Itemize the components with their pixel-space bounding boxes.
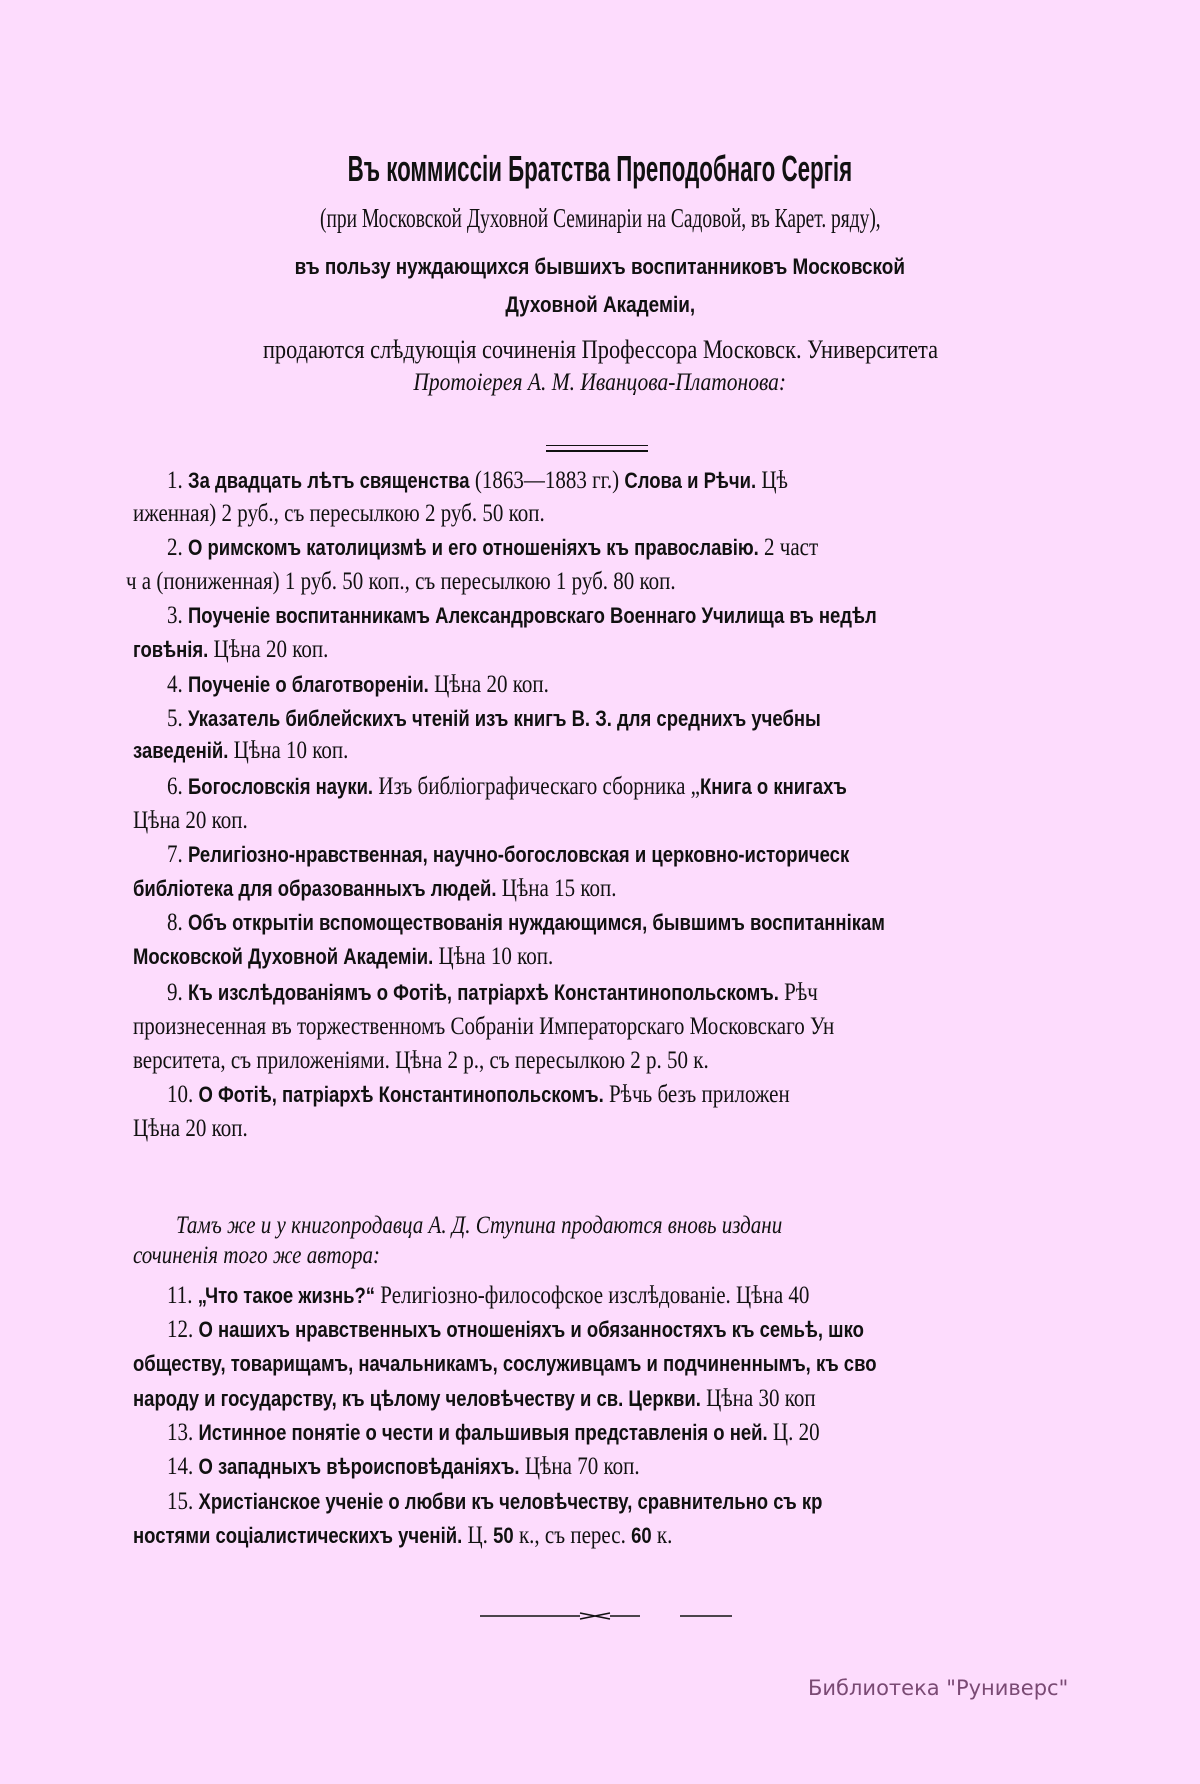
text-segment: Ц. 20 (767, 1419, 820, 1446)
text-segment: Цѣна 20 коп. (133, 807, 248, 834)
bold-text-segment: 50 (493, 1523, 514, 1548)
text-segment: Рѣчь безъ приложен (603, 1081, 790, 1108)
page-title (0, 147, 1200, 191)
text-segment: к., съ перес. (513, 1522, 632, 1549)
text-segment: 14. (167, 1453, 199, 1480)
header-line (0, 288, 1200, 322)
list-item-line (167, 906, 1077, 940)
text-segment: Рѣч (778, 979, 818, 1006)
text-segment: 9. (167, 979, 188, 1006)
text-segment: 1. (167, 467, 188, 494)
bold-text-segment: 60 (631, 1523, 652, 1548)
text-segment: Протоіерея А. М. Иванцова-Платонова: (413, 369, 787, 396)
text-segment: 8. (167, 909, 188, 936)
bold-text-segment: Указатель библейскихъ чтеній изъ книгъ В. З. для среднихъ учебны (188, 706, 821, 731)
list-item-line (133, 1010, 1077, 1044)
bold-text-segment: Слова и Рѣчи. (624, 468, 757, 493)
list-item-line (133, 1044, 1077, 1078)
list-item-line (167, 1416, 1077, 1450)
list-item-line (167, 464, 1077, 498)
bold-text-segment: Богословскія науки. (188, 774, 374, 799)
text-segment: 13. (167, 1419, 199, 1446)
header-line (0, 250, 1200, 284)
ornament-divider (480, 1610, 732, 1622)
bold-text-segment: „Что такое жизнь?“ (197, 1283, 376, 1308)
text-segment: 4. (167, 671, 188, 698)
text-segment: 3. (167, 602, 188, 629)
text-segment: верситета, съ приложеніями. Цѣна 2 р., съ пересылкою 2 р. 50 к. (133, 1047, 709, 1074)
text-segment: Цѣна 70 коп. (519, 1453, 640, 1480)
bold-text-segment: За двадцать лѣтъ священства (188, 468, 470, 493)
text-segment: Цѣна 20 коп. (208, 636, 329, 663)
text-segment: 6. (167, 773, 188, 800)
bold-text-segment: Поученіе воспитанникамъ Александровскаго Военнаго Училища въ недѣл (188, 603, 877, 628)
list-item-line (133, 633, 1077, 667)
list-item-line (167, 838, 1077, 872)
list-item-line (133, 872, 1077, 906)
list-item-line (167, 599, 1077, 633)
bold-text-segment: О Фотіѣ, патріархѣ Константинопольскомъ. (198, 1082, 604, 1107)
list-item-line (126, 565, 1077, 599)
list-item-line (167, 531, 1077, 565)
text-segment: Изъ библіографическаго сборника „ (373, 773, 701, 800)
bold-text-segment: О римскомъ католицизмѣ и его отношеніяхъ къ православію. (188, 535, 759, 560)
list-item-line (133, 497, 1077, 531)
list-item-line (133, 1519, 1077, 1553)
text-segment: сочиненія того же автора: (133, 1242, 380, 1269)
text-segment: произнесенная въ торжественномъ Собраніи Императорскаго Московскаго Ун (133, 1013, 835, 1040)
text-segment: (1863—1883 гг.) (469, 467, 625, 494)
text-segment: 15. (167, 1488, 199, 1515)
header-line (0, 333, 1200, 367)
text-segment: 12. (167, 1316, 199, 1343)
list-item-line (167, 1485, 1077, 1519)
list-item-line (133, 1239, 1077, 1273)
text-segment: Цѣна 10 коп. (228, 737, 349, 764)
text-segment: Въ коммиссіи Братства Преподобнаго Сергія (347, 148, 853, 189)
bold-text-segment: заведеній. (133, 738, 229, 763)
list-item-line (167, 1450, 1077, 1484)
text-segment: 11. (167, 1282, 198, 1309)
text-segment: Цѣна 15 коп. (496, 875, 617, 902)
text-segment: Цѣна 30 коп (700, 1385, 816, 1412)
bold-text-segment: обществу, товарищамъ, начальникамъ, сослуживцамъ и подчиненнымъ, къ сво (133, 1351, 877, 1376)
text-segment: Ц. (462, 1522, 494, 1549)
text-segment: 5. (167, 705, 188, 732)
bold-text-segment: Поученіе о благотвореніи. (188, 672, 429, 697)
library-watermark: Библиотека "Руниверс" (808, 1676, 1069, 1700)
list-item-line (167, 1313, 1077, 1347)
text-segment: Цѣна 20 коп. (133, 1115, 248, 1142)
bold-text-segment: Объ открытіи вспомоществованія нуждающимся, бывшимъ воспитаннікам (188, 910, 885, 935)
list-item-line (167, 770, 1077, 804)
text-segment: 7. (167, 841, 188, 868)
header-line (0, 201, 1200, 235)
list-item-line (133, 1112, 1077, 1146)
bold-text-segment: говѣнія. (133, 637, 209, 662)
bold-text-segment: Религіозно-нравственная, научно-богословская и церковно-историческ (188, 842, 850, 867)
text-segment: ч а (пониженная) 1 руб. 50 коп., съ пересылкою 1 руб. 80 коп. (126, 568, 676, 595)
text-segment: к. (651, 1522, 673, 1549)
divider-rule (546, 445, 648, 452)
text-segment: Цѣна 10 коп. (433, 943, 554, 970)
list-item-line (133, 940, 1077, 974)
bold-text-segment: библіотека для образованныхъ людей. (133, 876, 497, 901)
text-segment: Цѣ (756, 467, 788, 494)
bold-text-segment: народу и государству, къ цѣлому человѣчеству и св. Церкви. (133, 1386, 701, 1411)
list-item-line (167, 702, 1077, 736)
text-segment: Цѣна 20 коп. (428, 671, 549, 698)
bold-text-segment: О западныхъ вѣроисповѣданіяхъ. (198, 1454, 520, 1479)
text-segment: продаются слѣдующія сочиненія Профессора Московск. Университета (262, 335, 938, 364)
text-segment: 2. (167, 534, 188, 561)
bold-text-segment: Московской Духовной Академіи. (133, 944, 434, 969)
list-item-line (133, 1347, 1077, 1381)
list-item-line (133, 1382, 1077, 1416)
text-segment: иженная) 2 руб., съ пересылкою 2 руб. 50 коп. (133, 500, 545, 527)
bold-text-segment: Духовной Академіи, (505, 292, 695, 317)
bold-text-segment: Христіанское ученіе о любви къ человѣчеству, сравнительно съ кр (198, 1489, 823, 1514)
list-item-line (167, 668, 1077, 702)
list-item-line (133, 734, 1077, 768)
header-line (0, 366, 1200, 400)
list-item-line (167, 1078, 1077, 1112)
list-item-line (167, 1279, 1077, 1313)
list-item-line (167, 976, 1077, 1010)
list-item-line (133, 804, 1077, 838)
bold-text-segment: О нашихъ нравственныхъ отношеніяхъ и обязанностяхъ къ семьѣ, шко (198, 1317, 864, 1342)
bold-text-segment: Книга о книгахъ (700, 774, 847, 799)
text-segment: 10. (167, 1081, 199, 1108)
text-segment: Религіозно-философское изслѣдованіе. Цѣна 40 (375, 1282, 810, 1309)
bold-text-segment: ностями соціалистическихъ ученій. (133, 1523, 463, 1548)
bold-text-segment: Къ изслѣдованіямъ о Фотіѣ, патріархѣ Константинопольскомъ. (188, 980, 779, 1005)
list-item-line (176, 1209, 1077, 1243)
bold-text-segment: Истинное понятіе о чести и фальшивыя представленія о ней. (198, 1420, 768, 1445)
text-segment: (при Московской Духовной Семинаріи на Садовой, въ Карет. ряду), (319, 203, 881, 233)
bold-text-segment: въ пользу нуждающихся бывшихъ воспитанниковъ Московской (294, 254, 906, 279)
text-segment: 2 част (758, 534, 819, 561)
text-segment: Тамъ же и у книгопродавца А. Д. Ступина продаются вновь издани (176, 1212, 783, 1239)
